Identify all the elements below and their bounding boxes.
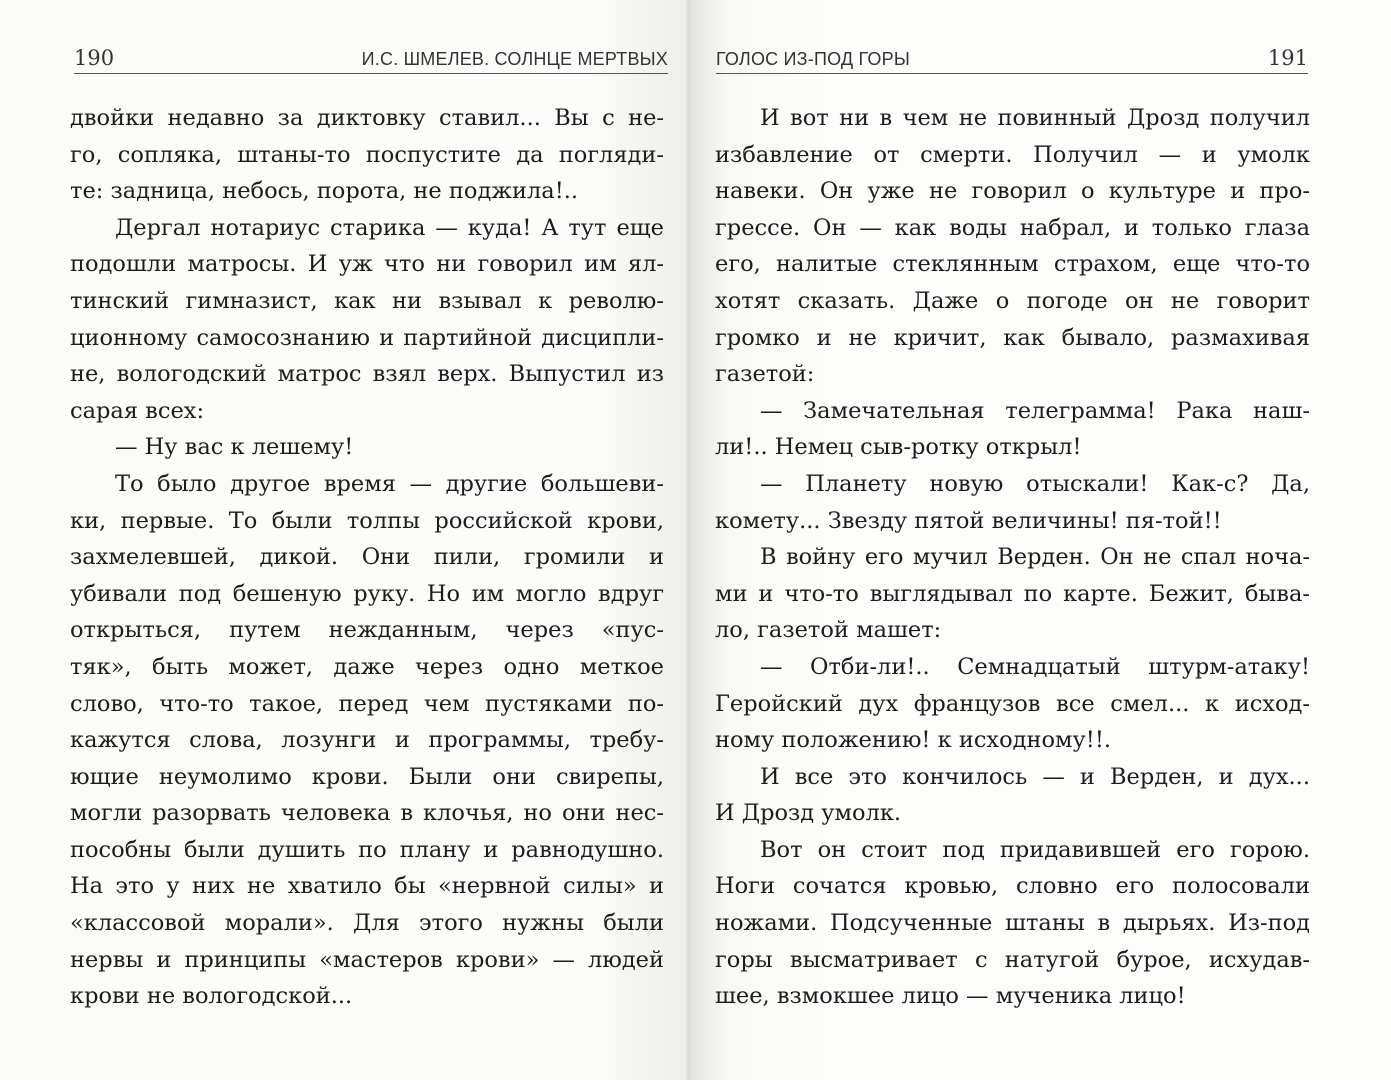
text-line: И вот ни в чем не повинный Дрозд получил [760,105,1310,131]
text-line: ному положению! к исходному!!. [715,727,1112,754]
text-line: И Дрозд умолк. [715,800,902,827]
text-line: грессе. Он — как воды набрал, и только глаза [715,214,1310,241]
text-line: ки, первые. То были толпы российской крови, [70,507,664,534]
text-line: громко и не кричит, как бывало, размахивая [715,324,1310,351]
text-line: То было другое время — другие большеви- [115,470,664,497]
text-line: тяк», быть может, даже через одно меткое [70,653,664,680]
text-line: газетой: [715,361,815,388]
text-line: В войну его мучил Верден. Он не спал ноча- [760,544,1310,571]
text-line: На это у них не хватило бы «нервной силы» и [70,873,664,900]
text-line: навеки. Он уже не говорил о культуре и про- [715,178,1310,205]
text-line: го, сопляка, штаны-то поспустите да погляди- [70,141,664,168]
left-page [0,0,690,1080]
text-line: ло, газетой машет: [715,617,942,644]
text-line: шее, взмокшее лицо — мученика лицо! [715,983,1186,1010]
text-line: горы высматривает с натугой бурое, исхудав- [715,946,1310,973]
text-line: тинский гимназист, как ни взывал к револю- [70,287,664,314]
text-line: — Отби-ли!.. Семнадцатый штурм-атаку! [760,653,1310,680]
text-line: те: задница, небось, порота, не поджила!.. [70,178,579,205]
right-text-block [715,100,1310,1015]
left-running-head [74,44,668,74]
right-page-number: 191 [1267,46,1308,70]
text-line: — Планету новую отыскали! Как-с? Да, [760,470,1310,497]
text-line: — Замечательная телеграмма! Рака наш- [760,397,1310,424]
left-page-number: 190 [74,46,115,70]
text-line: «классовой морали». Для этого нужны были [70,910,664,937]
text-line: Дергал нотариус старика — куда! А тут еще [115,214,664,241]
text-line: ножами. Подсученные штаны в дырьях. Из-под [715,910,1310,937]
right-running-head [716,44,1308,74]
text-line: ми и что-то выглядывал по карте. Бежит, быва- [715,580,1310,607]
right-running-title: ГОЛОС ИЗ-ПОД ГОРЫ [716,49,910,69]
text-line: Ноги сочатся кровью, словно его полосовали [715,873,1310,900]
text-line: его, налитые стеклянным страхом, еще что-то [715,251,1310,278]
text-line: хотят сказать. Даже о погоде он не говорит [715,287,1310,314]
text-line: не, вологодский матрос взял верх. Выпустил из [70,361,664,388]
text-line: открыться, путем нежданным, через «пус- [70,617,664,644]
text-line: — Ну вас к лешему! [115,434,354,461]
text-line: избавление от смерти. Получил — и умолк [715,141,1310,168]
text-line: Вот он стоит под придавившей его горою. [760,836,1310,863]
text-line: крови не вологодской... [70,983,353,1010]
text-line: нервы и принципы «мастеров крови» — людей [70,946,664,973]
text-line: И все это кончилось — и Верден, и дух... [760,763,1310,790]
text-line: двойки недавно за диктовку ставил... Вы с не- [70,105,664,131]
text-line: подошли матросы. И уж что ни говорил им ял- [70,251,664,278]
text-line: могли разорвать человека в клочья, но они нес- [70,800,664,827]
text-line: пособны были душить по плану и равнодушно. [70,836,664,863]
text-line: кажутся слова, лозунги и программы, требу- [70,727,664,754]
text-line: убивали под бешеную руку. Но им могло вдруг [70,580,664,607]
text-line: ющие неумолимо крови. Были они свирепы, [70,763,664,790]
text-line: Геройский дух французов все смел... к исход- [715,690,1310,717]
left-running-title: И.С. ШМЕЛЕВ. СОЛНЦЕ МЕРТВЫХ [361,49,668,69]
text-line: комету... Звезду пятой величины! пя-той!! [715,507,1222,534]
text-line: захмелевшей, дикой. Они пили, громили и [70,544,664,571]
text-line: ционному самосознанию и партийной дисципли- [70,324,664,351]
left-text-block [70,100,664,1015]
text-line: сарая всех: [70,397,205,424]
text-line: ли!.. Немец сыв-ротку открыл! [715,434,1082,461]
right-page [690,0,1391,1080]
text-line: слово, что-то такое, перед чем пустяками по- [70,690,664,717]
